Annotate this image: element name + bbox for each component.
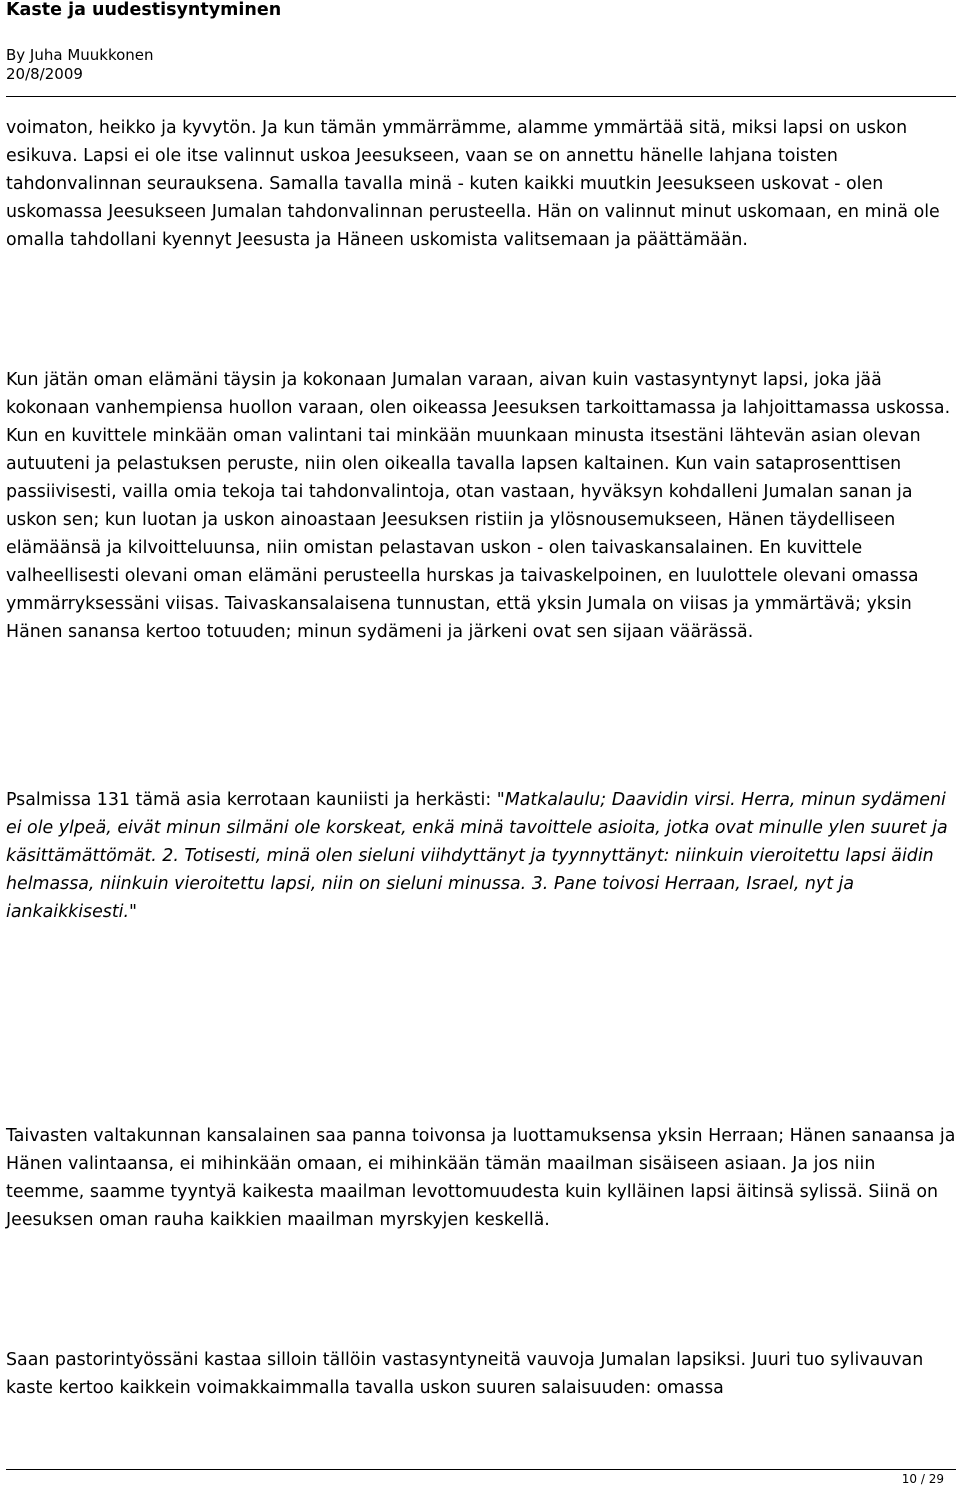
paragraph-3: Taivasten valtakunnan kansalainen saa panna toivonsa ja luottamuksensa yksin Herraan; Hänen sanaansa ja Hänen valintaansa, ei mihinkään omaan, ei mihinkään tämän maailman sisäiseen asiaan. Ja jos niin teemme, saamme tyyntyä kaikesta maailman levottomuudesta kuin kylläinen lapsi äitinsä sylissä. Siinä on Jeesuksen oman rauha kaikkien maailman myrskyjen keskellä.: [6, 1126, 956, 1230]
page-number: 10 / 29: [901, 1472, 944, 1486]
psalm-quote: "Matkalaulu; Daavidin virsi. Herra, minun sydämeni ei ole ylpeä, eivät minun silmäni ole korskeat, enkä minä tavoittele asioita, jotka ovat minulle ylen suuret ja käsittämättömät. 2. Totisesti, minä olen sieluni viihdyttänyt ja tyynnyttänyt: niinkuin vieroitettu lapsi äidin helmassa, niinkuin vieroitettu lapsi, niin on sieluni minussa. 3. Pane toivosi Herraan, Israel, nyt ja iankaikkisesti.": [6, 790, 948, 922]
date-line: 20/8/2009: [6, 65, 83, 83]
header-divider: [6, 96, 956, 97]
document-header: [6, 0, 956, 83]
paragraph-psalm: [6, 786, 956, 926]
author-line: By Juha Muukkonen: [6, 46, 154, 64]
paragraph-1: voimaton, heikko ja kyvytön. Ja kun tämän ymmärrämme, alamme ymmärtää sitä, miksi lapsi on uskon esikuva. Lapsi ei ole itse valinnut uskoa Jeesukseen, vaan se on annettu hänelle lahjana toisten tahdonvalinnan seurauksena. Samalla tavalla minä - kuten kaikki muutkin Jeesukseen uskovat - olen uskomassa Jeesukseen Jumalan tahdonvalinnan perusteella. Hän on valinnut minut uskomaan, en minä ole omalla tahdollani kyennyt Jeesusta ja Häneen uskomista valitsemaan ja päättämään.: [6, 118, 940, 250]
document-title: Kaste ja uudestisyntyminen: [6, 0, 282, 20]
footer-divider: [6, 1469, 956, 1470]
paragraph-4: Saan pastorintyössäni kastaa silloin tällöin vastasyntyneitä vauvoja Jumalan lapsiksi. Juuri tuo sylivauvan kaste kertoo kaikkein voimakkaimmalla tavalla uskon suuren salaisuuden: omassa: [6, 1350, 924, 1398]
paragraph-2: Kun jätän oman elämäni täysin ja kokonaan Jumalan varaan, aivan kuin vastasyntynyt lapsi, joka jää kokonaan vanhempiensa huollon varaan, olen oikeassa Jeesuksen tarkoittamassa ja lahjoittamassa uskossa. Kun en kuvittele minkään oman valintani tai minkään muunkaan minusta itsestäni lähtevän asian olevan autuuteni ja pelastuksen peruste, niin olen oikealla tavalla lapsen kaltainen. Kun vain sataprosenttisen passiivisesti, vailla omia tekoja tai tahdonvalintoja, otan vastaan, hyväksyn kohdalleni Jumalan sanan ja uskon sen; kun luotan ja uskon ainoastaan Jeesuksen ristiin ja ylösnousemukseen, Hänen täydelliseen elämäänsä ja kilvoitteluunsa, niin omistan pelastavan uskon - olen taivaskansalainen. En kuvittele valheellisesti olevani oman elämäni perusteella hurskas ja taivaskelpoinen, en luulottele olevani omassa ymmärryksessäni viisas. Taivaskansalaisena tunnustan, että yksin Jumala on viisas ja ymmärtävä; yksin Hänen sanansa kertoo totuuden; minun sydämeni ja järkeni ovat sen sijaan väärässä.: [6, 370, 951, 642]
psalm-intro: Psalmissa 131 tämä asia kerrotaan kauniisti ja herkästi:: [6, 790, 497, 810]
